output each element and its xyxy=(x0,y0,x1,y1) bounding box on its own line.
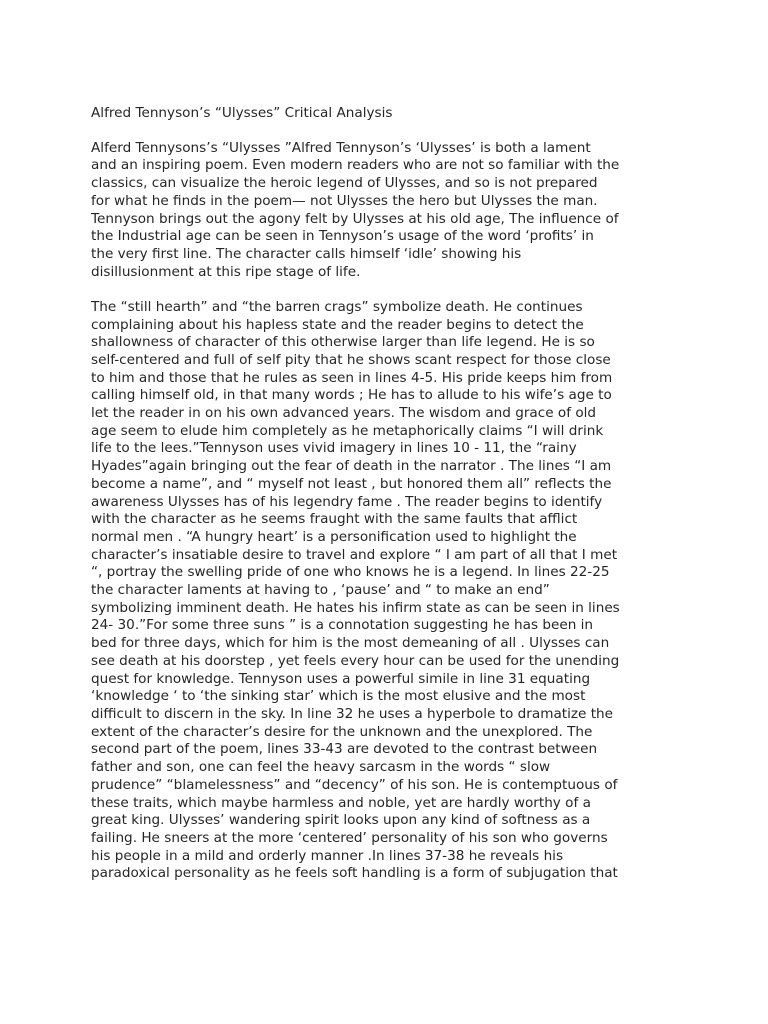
text-line: age seem to elude him completely as he metaphorically claims “I will drink xyxy=(91,422,604,439)
text-line: extent of the character’s desire for the unknown and the unexplored. The xyxy=(91,723,593,740)
paragraph xyxy=(91,299,677,883)
text-line: ‘knowledge ‘ to ‘the sinking star’ which is the most elusive and the most xyxy=(91,688,586,705)
text-line: self-centered and full of self pity that he shows scant respect for those close xyxy=(91,351,611,368)
text-line: great king. Ulysses’ wandering spirit looks upon any kind of softness as a xyxy=(91,812,591,829)
paragraph xyxy=(91,140,677,282)
text-line: complaining about his hapless state and the reader begins to detect the xyxy=(91,316,584,333)
text-line: these traits, which maybe harmless and noble, yet are hardly worthy of a xyxy=(91,794,591,811)
text-line: calling himself old, in that many words ; He has to allude to his wife’s age to xyxy=(91,387,612,404)
text-line: classics, can visualize the heroic legend of Ulysses, and so is not prepared xyxy=(91,175,598,192)
text-line: the Industrial age can be seen in Tennyson’s usage of the word ‘profits’ in xyxy=(91,228,594,245)
text-line: awareness Ulysses has of his legendry fame . The reader begins to identify xyxy=(91,493,603,510)
text-line: father and son, one can feel the heavy sarcasm in the words “ slow xyxy=(91,759,551,776)
text-line: failing. He sneers at the more ‘centered’ personality of his son who governs xyxy=(91,829,608,846)
document-body xyxy=(91,105,677,901)
text-line: shallowness of character of this otherwise larger than life legend. He is so xyxy=(91,334,595,351)
text-line: quest for knowledge. Tennyson uses a powerful simile in line 31 equating xyxy=(91,670,591,687)
text-line: disillusionment at this ripe stage of life. xyxy=(91,263,361,280)
text-line: life to the lees.”Tennyson uses vivid imagery in lines 10 - 11, the “rainy xyxy=(91,440,577,457)
text-line: bed for three days, which for him is the most demeaning of all . Ulysses can xyxy=(91,635,610,652)
text-line: let the reader in on his own advanced years. The wisdom and grace of old xyxy=(91,405,597,422)
text-line: and an inspiring poem. Even modern readers who are not so familiar with the xyxy=(91,157,620,174)
text-line: difficult to discern in the sky. In line 32 he uses a hyperbole to dramatize the xyxy=(91,706,614,722)
text-line: The “still hearth” and “the barren crags” symbolize death. He continues xyxy=(91,298,583,315)
text-line: 24- 30.”For some three suns ” is a connotation suggesting he has been in xyxy=(91,617,594,634)
text-line: the very first line. The character calls himself ‘idle’ showing his xyxy=(91,245,522,262)
text-line: become a name”, and “ myself not least , but honored them all” reflects the xyxy=(91,475,612,492)
text-line: with the character as he seems fraught with the same faults that afflict xyxy=(91,511,578,528)
text-line: his people in a mild and orderly manner .In lines 37-38 he reveals his xyxy=(91,847,564,864)
text-line: Alferd Tennysons’s “Ulysses ”Alfred Tennyson’s ‘Ulysses’ is both a lament xyxy=(91,139,591,156)
text-line: “, portray the swelling pride of one who knows he is a legend. In lines 22-25 xyxy=(91,564,610,581)
text-line: see death at his doorstep , yet feels every hour can be used for the unending xyxy=(91,652,620,669)
text-line: to him and those that he rules as seen in lines 4-5. His pride keeps him from xyxy=(91,369,613,386)
text-line: paradoxical personality as he feels soft handling is a form of subjugation that xyxy=(91,865,618,882)
text-line: Tennyson brings out the agony felt by Ulysses at his old age, The influence of xyxy=(91,210,619,227)
text-line: character’s insatiable desire to travel and explore “ I am part of all that I met xyxy=(91,546,618,563)
text-line: symbolizing imminent death. He hates his infirm state as can be seen in lines xyxy=(91,599,620,616)
text-line: the character laments at having to , ‘pause’ and “ to make an end” xyxy=(91,582,550,599)
text-line: Hyades”again bringing out the fear of death in the narrator . The lines “I am xyxy=(91,458,612,475)
text-line: normal men . “A hungry heart’ is a personification used to highlight the xyxy=(91,528,577,545)
paragraph-container xyxy=(91,140,677,883)
text-line: prudence” “blamelessness” and “decency” of his son. He is contemptuous of xyxy=(91,776,618,793)
text-line: for what he finds in the poem— not Ulysses the hero but Ulysses the man. xyxy=(91,192,598,209)
document-title: Alfred Tennyson’s “Ulysses” Critical Analysis xyxy=(91,105,393,121)
text-line: second part of the poem, lines 33-43 are devoted to the contrast between xyxy=(91,741,598,758)
